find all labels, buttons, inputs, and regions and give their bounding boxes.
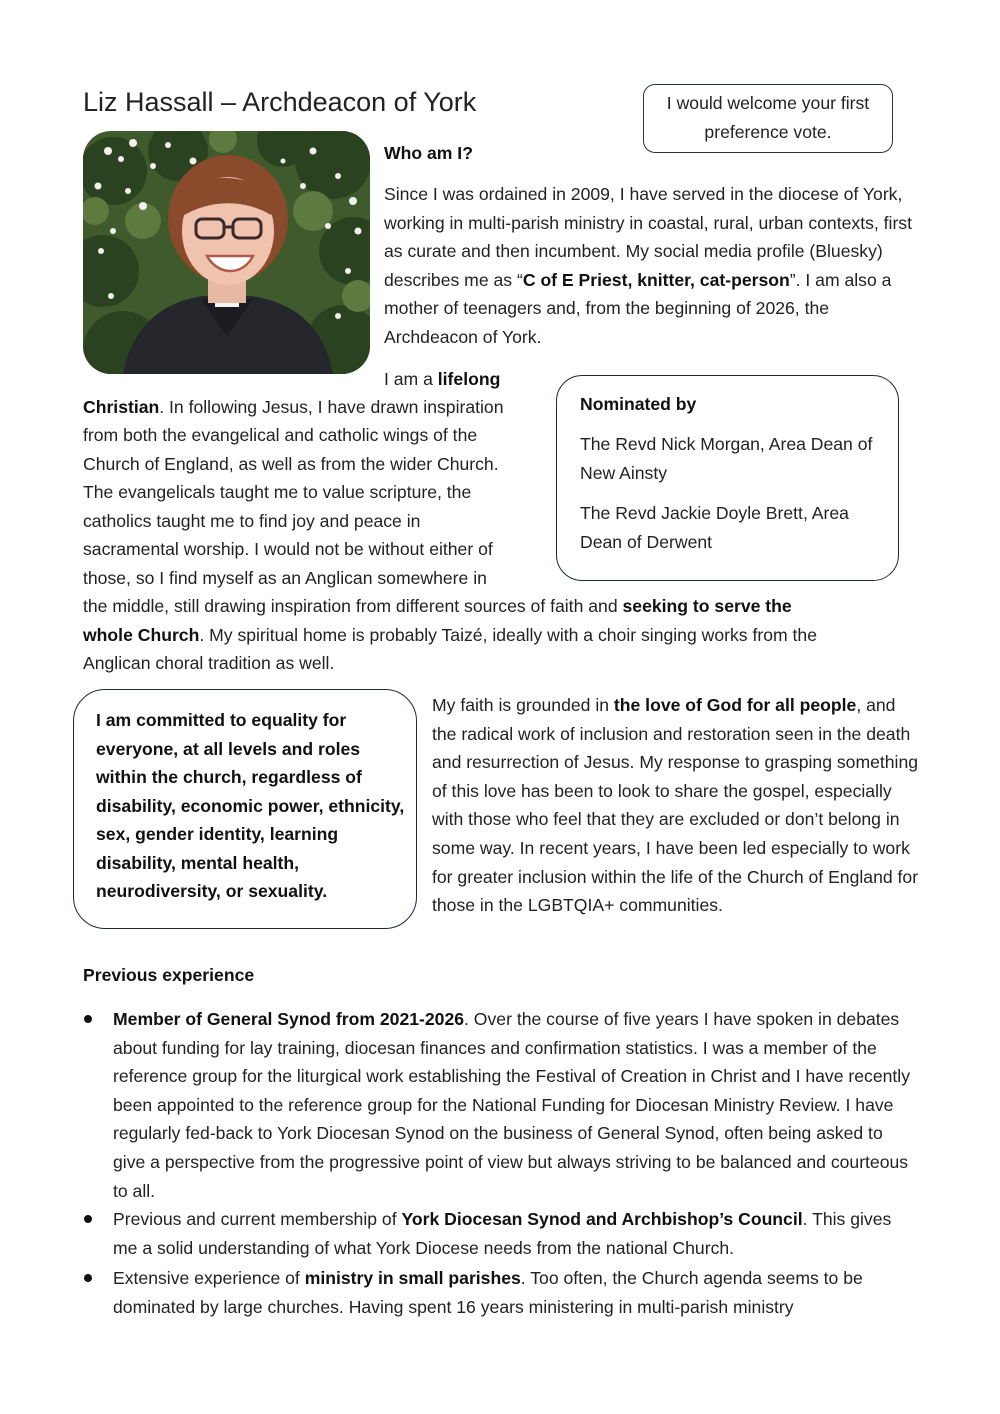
vote-request-line2: preference vote. bbox=[704, 121, 832, 142]
nominated-by-heading: Nominated by bbox=[580, 394, 697, 414]
intro-bold-quote: C of E Priest, knitter, cat-person bbox=[522, 269, 790, 290]
bullet-dot bbox=[84, 1274, 92, 1282]
faith-para2-text-1: My faith is grounded in bbox=[432, 695, 614, 715]
faith-paragraph-2 bbox=[432, 691, 924, 920]
bullet-text: . Over the course of five years I have spoken in debates about funding for lay training, diocesan finances and confirmation statistics. I was a member of the reference group for the liturgical work establishing the Festival of Creation in Christ and I have recently been appointed to the reference group for the National Funding for Diocesan Ministry Review. I have regularly fed-back to York Diocesan Synod on the business of General Synod, often being asked to give a perspective from the progressive point of view but always striving to be balanced and courteous to all. bbox=[113, 1009, 911, 1201]
faith-para1-text: . In following Jesus, I have drawn inspiration bbox=[159, 397, 504, 417]
faith-para1-line: Anglican choral tradition as well. bbox=[83, 653, 335, 673]
bullet-bold: York Diocesan Synod and Archbishop’s Council bbox=[401, 1209, 803, 1229]
bullet-bold: ministry in small parishes bbox=[304, 1268, 521, 1288]
faith-para1-bold: lifelong bbox=[437, 369, 501, 389]
faith-para1-text: the middle, still drawing inspiration from different sources of faith and bbox=[83, 596, 623, 616]
faith-para1-bold: seeking to serve the bbox=[622, 596, 792, 616]
nominee-1: The Revd Nick Morgan, Area Dean of New Ainsty bbox=[580, 434, 873, 483]
intro-text-2: ”. I am also a mother of teenagers and, from the beginning of 2026, the Archdeacon of York. bbox=[384, 269, 892, 347]
intro-paragraph bbox=[384, 180, 924, 352]
faith-para1-line: those, so I find myself as an Anglican somewhere in bbox=[83, 568, 487, 588]
faith-para2-bold: the love of God for all people bbox=[613, 695, 857, 715]
faith-para1-line bbox=[384, 365, 500, 394]
experience-bullet bbox=[113, 1205, 913, 1262]
bullet-text: . This gives me a solid understanding of what York Diocese needs from the national Church. bbox=[113, 1209, 892, 1258]
who-am-i-heading: Who am I? bbox=[384, 143, 473, 163]
bullet-text: Extensive experience of bbox=[113, 1268, 305, 1288]
bullet-text: . Too often, the Church agenda seems to be dominated by large churches. Having spent 16 years ministering in multi-parish ministry bbox=[113, 1268, 863, 1317]
equality-statement-box bbox=[73, 689, 417, 929]
faith-para1-bold: whole Church bbox=[83, 625, 200, 645]
previous-experience-heading: Previous experience bbox=[83, 965, 255, 985]
vote-request-line1: I would welcome your first bbox=[666, 93, 870, 113]
page-title: Liz Hassall – Archdeacon of York bbox=[83, 87, 477, 117]
experience-bullet bbox=[113, 1005, 913, 1205]
nominated-by-box bbox=[556, 375, 899, 581]
faith-para1-line: Church of England, as well as from the wider Church. bbox=[83, 454, 499, 474]
faith-para1-line: sacramental worship. I would not be without either of bbox=[83, 539, 493, 559]
faith-para1-line bbox=[83, 592, 792, 621]
bullet-bold: Member of General Synod from 2021-2026 bbox=[113, 1009, 465, 1029]
vote-request-box bbox=[643, 84, 893, 153]
faith-para1-text: I am a bbox=[384, 369, 438, 389]
faith-para1-bold: Christian bbox=[83, 397, 160, 417]
faith-para1-line: catholics taught me to find joy and peace in bbox=[83, 511, 421, 531]
experience-bullet bbox=[113, 1264, 913, 1321]
bullet-dot bbox=[84, 1215, 92, 1223]
faith-para2-text-2: , and the radical work of inclusion and restoration seen in the death and resurrection of Jesus. My response to grasping something of this love has been to look to share the gospel, especially with those who feel that they are excluded or don’t belong in some way. In recent years, I have been led especially to work for greater inclusion within the life of the Church of England for those in the LGBTQIA+ communities. bbox=[432, 695, 919, 916]
faith-para1-text: . My spiritual home is probably Taizé, ideally with a choir singing works from the bbox=[199, 625, 817, 645]
nominee-2: The Revd Jackie Doyle Brett, Area Dean of Derwent bbox=[580, 503, 849, 552]
faith-para1-line bbox=[83, 393, 504, 422]
faith-para1-line: from both the evangelical and catholic wings of the bbox=[83, 425, 478, 445]
bullet-dot bbox=[84, 1015, 92, 1023]
faith-para1-line bbox=[83, 621, 817, 650]
intro-text-1: Since I was ordained in 2009, I have served in the diocese of York, working in multi-parish ministry in coastal, rural, urban contexts, first as curate and then incumbent. My social media profile (Bluesky) describes me as “ bbox=[384, 184, 912, 290]
faith-para1-line: The evangelicals taught me to value scripture, the bbox=[83, 482, 472, 502]
candidate-photo bbox=[83, 131, 370, 374]
equality-statement: I am committed to equality for everyone, at all levels and roles within the church, regardless of disability, economic power, ethnicity, sex, gender identity, learning disability, mental health, neurodiversity, or sexuality. bbox=[96, 710, 405, 901]
bullet-text: Previous and current membership of bbox=[113, 1209, 402, 1229]
